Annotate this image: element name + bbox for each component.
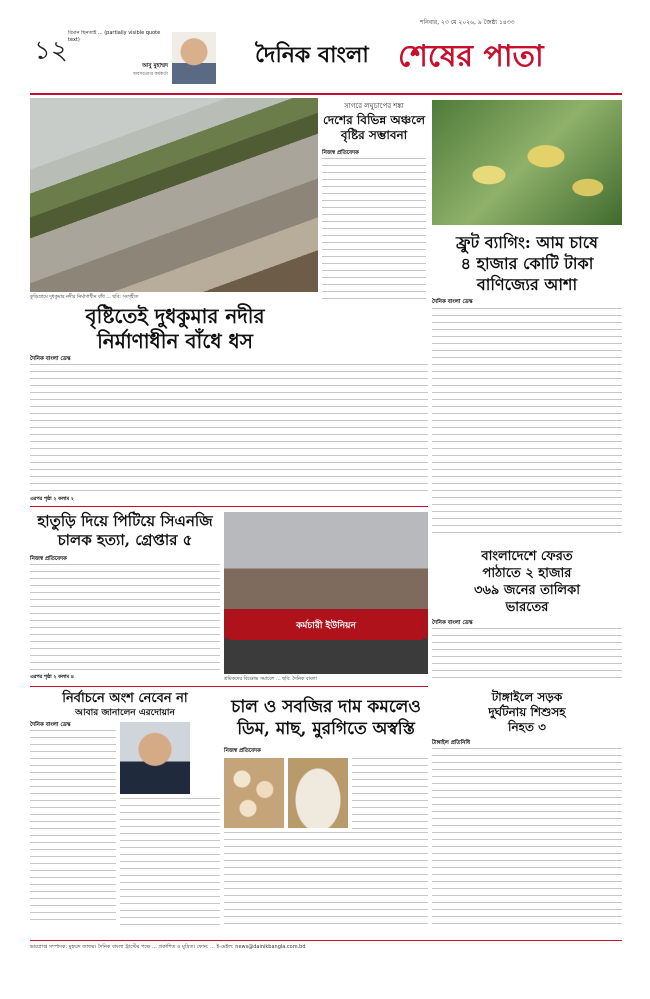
list-headline [432, 548, 622, 616]
tangail-headline [432, 690, 622, 735]
mango-byline: দৈনিক বাংলা ডেস্ক [432, 299, 473, 305]
weather-body [322, 158, 426, 304]
mango-body [432, 308, 622, 536]
embankment-headline-line1: বৃষ্টিতেই দুধকুমার নদীর [85, 304, 265, 328]
section-rule-2 [30, 506, 428, 507]
embankment-photo-caption: কুড়িগ্রামে দুধকুমার নদীর নির্মাণাধীন বাঁধ ... ছবি: সংগৃহীত [30, 295, 139, 300]
quote-block [68, 30, 168, 78]
author-portrait [172, 32, 216, 84]
weather-headline-line1: দেশের বিভিন্ন অঞ্চলে [322, 113, 426, 127]
mango-photo [432, 100, 622, 225]
protest-caption: শ্রমিকদের বিক্ষোভ সমাবেশ ... ছবি: দৈনিক বাংলা [224, 677, 317, 682]
election-byline: দৈনিক বাংলা ডেস্ক [30, 722, 71, 728]
cng-headline-line2: চালক হত্যা, গ্রেপ্তার ৫ [57, 531, 193, 549]
embankment-body [30, 364, 428, 494]
tangail-headline-line3: নিহত ৩ [508, 720, 546, 734]
weather-byline: নিজস্ব প্রতিবেদক [322, 150, 359, 156]
embankment-byline: দৈনিক বাংলা ডেস্ক [30, 356, 71, 362]
list-body [432, 628, 622, 684]
tangail-body [432, 748, 622, 928]
tangail-byline: টাঙ্গাইল প্রতিনিধি [432, 740, 471, 746]
masthead-rule [30, 93, 622, 95]
price-body-right [352, 758, 428, 830]
mango-headline-line3: বাণিজ্যের আশা [476, 275, 578, 294]
footer-rule [30, 940, 622, 941]
dateline: শনিবার, ২৩ মে ২০২৬, ৯ জৈষ্ঠ্য ১৪৩৩ [420, 19, 515, 26]
quote-author-title: অবসরপ্রাপ্ত কর্মকর্তা [132, 72, 168, 77]
list-byline: দৈনিক বাংলা ডেস্ক [432, 620, 473, 626]
section-rule-3 [30, 686, 428, 687]
election-body-left [30, 730, 116, 926]
cng-headline [30, 512, 220, 550]
quote-author: আবু মুহাম্মদ [142, 63, 168, 69]
protest-banner: কর্মচারী ইউনিয়ন [230, 612, 422, 640]
list-headline-line4: ভারতের [505, 600, 549, 615]
cng-byline: নিজস্ব প্রতিবেদক [30, 556, 67, 562]
embankment-continued: এরপর পৃষ্ঠা ২ কলাম ২ [30, 497, 74, 502]
mango-headline [432, 232, 622, 295]
mango-headline-line1: ফ্রুট ব্যাগিং: আম চাষে [456, 233, 598, 252]
mango-headline-line2: ৪ হাজার কোটি টাকা [460, 254, 594, 273]
election-body-right [120, 798, 220, 926]
brand-left: দৈনিক বাংলা [255, 43, 369, 68]
weather-kicker: সাগরে লঘুচাপের শঙ্কা [344, 102, 404, 110]
price-body [224, 832, 428, 926]
brand-right: শেষের পাতা [398, 39, 544, 74]
embankment-headline-line2: নির্মাণাধীন বাঁধে ধস [97, 329, 253, 353]
tangail-headline-line2: দুর্ঘটনায় শিশুসহ [488, 705, 566, 719]
eggs-photo [224, 758, 284, 828]
tangail-headline-line1: টাঙ্গাইলে সড়ক [491, 690, 563, 704]
weather-headline [322, 113, 426, 143]
price-headline-line2: ডিম, মাছ, মুরগিতে অস্বস্তি [237, 719, 415, 739]
list-headline-line1: বাংলাদেশে ফেরত [481, 549, 573, 564]
price-headline [224, 696, 428, 740]
cng-body [30, 564, 220, 672]
cng-headline-line1: হাতুড়ি দিয়ে পিটিয়ে সিএনজি [37, 512, 213, 530]
election-headline [30, 690, 220, 719]
rice-photo [288, 758, 348, 828]
quote-text: বিমান ছিনতাই ... (partially visible quote text) [68, 30, 161, 43]
protest-photo [224, 512, 428, 674]
weather-headline-line2: বৃষ্টির সম্ভাবনা [340, 128, 408, 142]
list-headline-line2: পাঠাতে ২ হাজার [482, 566, 572, 581]
embankment-headline [30, 304, 320, 354]
page-number: ১২ [34, 36, 68, 66]
election-headline-line1: নির্বাচনে অংশ নেবেন না [62, 691, 188, 706]
embankment-photo [30, 98, 318, 292]
election-headline-line2: আবার জানালেন এরদোয়ান [75, 708, 175, 718]
price-byline: নিজস্ব প্রতিবেদক [224, 748, 261, 754]
erdogan-photo [120, 722, 190, 794]
cng-continued: এরপর পৃষ্ঠা ২ কলাম ৪ [30, 675, 74, 680]
footer-imprint: ভারপ্রাপ্ত সম্পাদক: মুহম্মদ জাফর। দৈনিক বাংলা ট্রাস্টের পক্ষে ... প্রকাশিত ও মুদ্রিত। ফোন: ... ই-মেইল: news@dainikbangla.com.bd [30, 944, 306, 950]
price-headline-line1: চাল ও সবজির দাম কমলেও [231, 697, 421, 717]
list-headline-line3: ৩৬৯ জনের তালিকা [474, 583, 580, 598]
